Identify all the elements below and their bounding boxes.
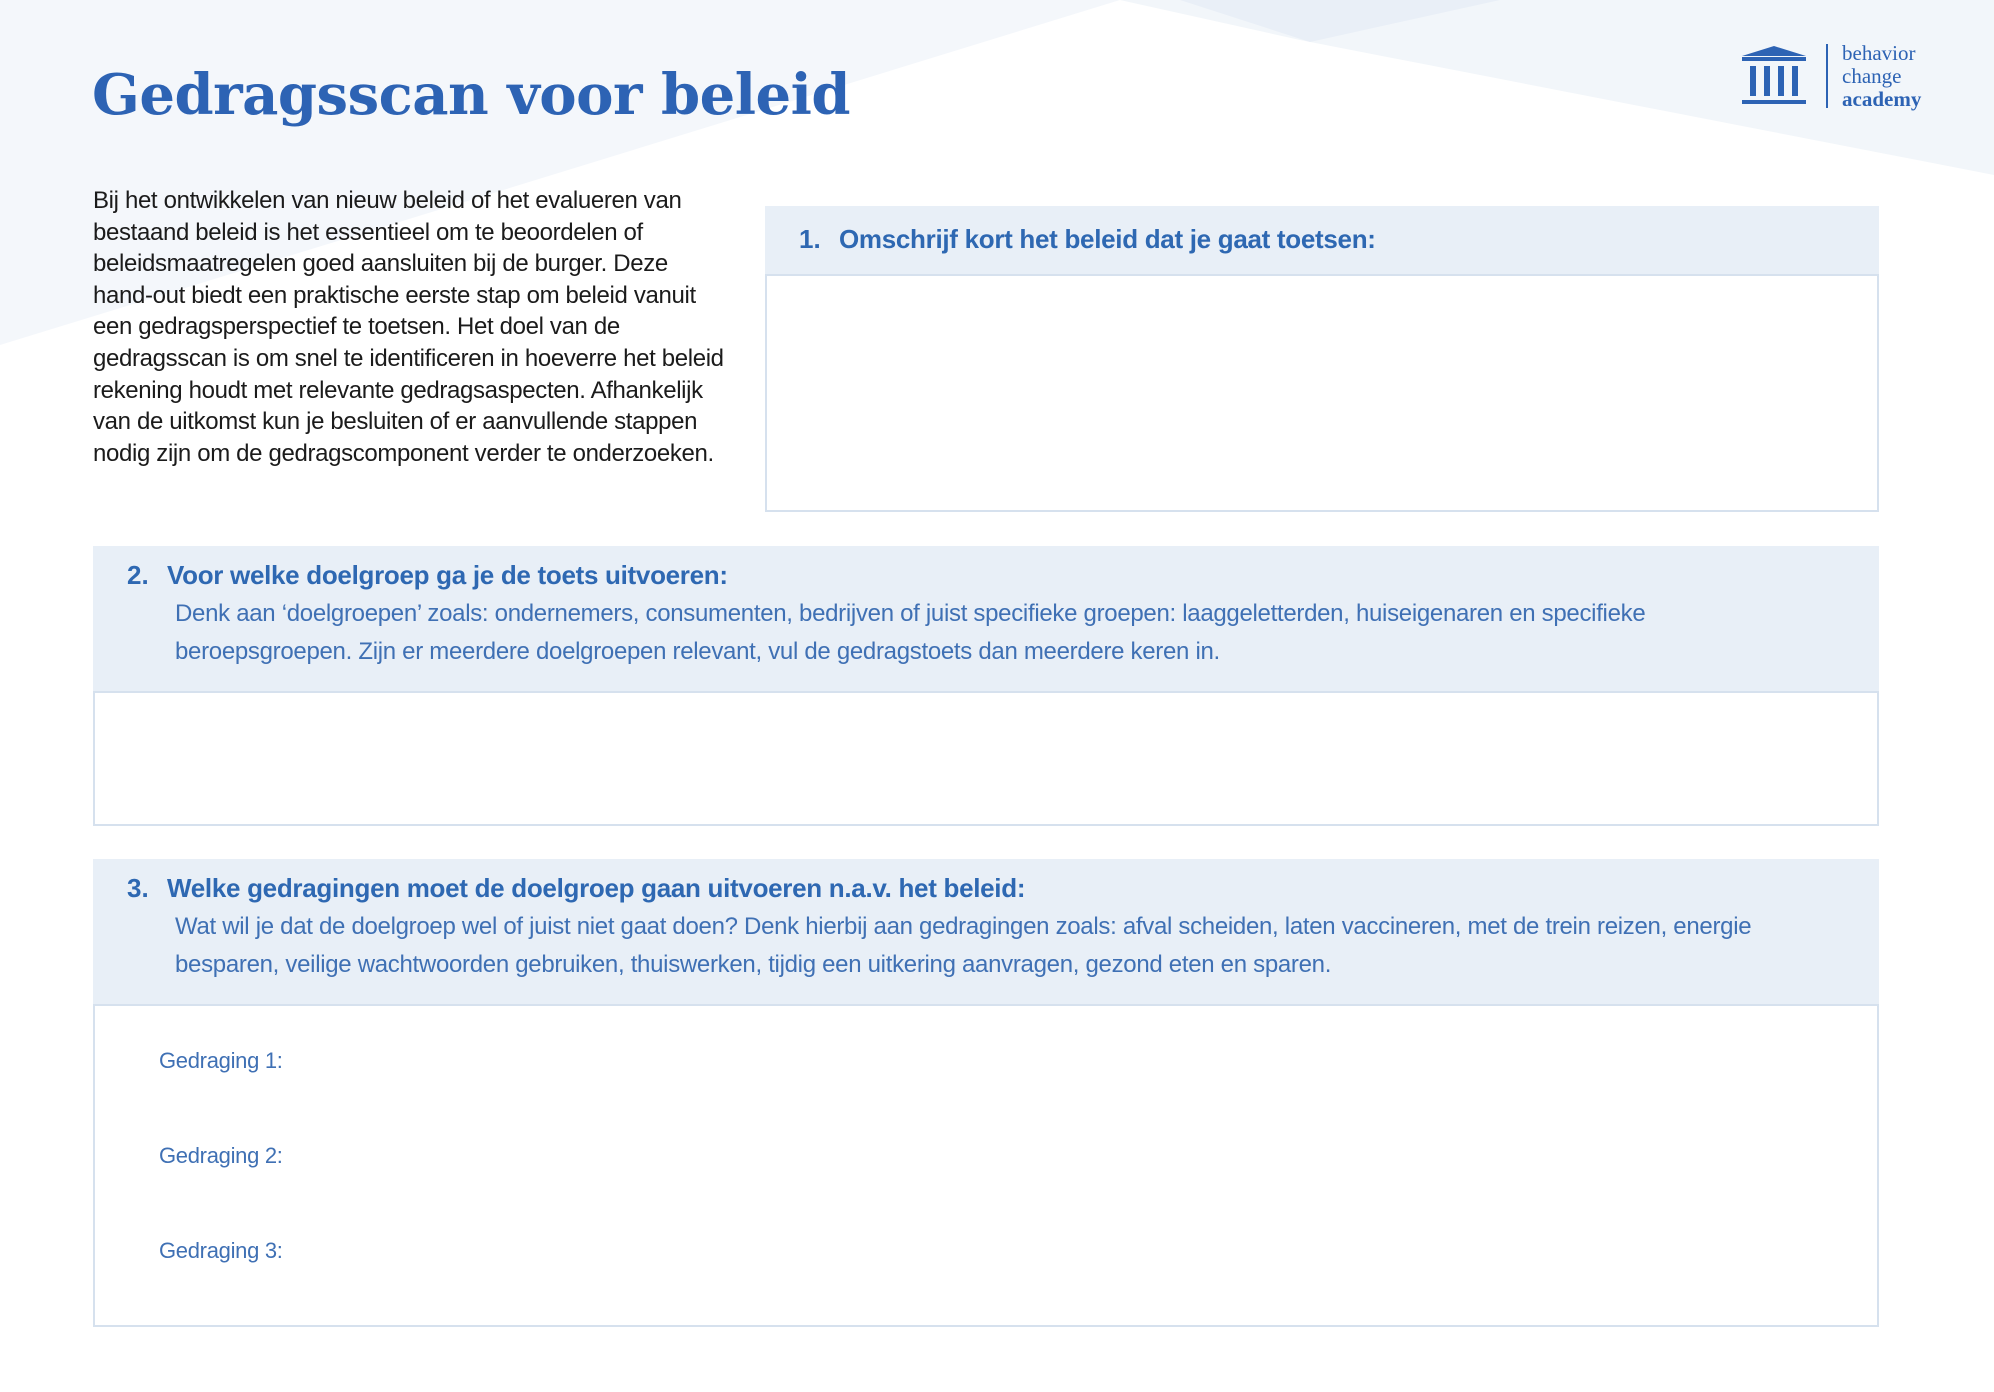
question-2-title: Voor welke doelgroep ga je de toets uitvoeren: xyxy=(167,560,728,590)
question-1-number: 1. xyxy=(799,224,821,254)
logo-wordmark xyxy=(1842,42,1921,111)
logo-divider xyxy=(1826,44,1828,108)
behavior-1-label: Gedraging 1: xyxy=(159,1048,283,1073)
question-2-answer-field[interactable] xyxy=(93,691,1879,826)
logo-line-3: academy xyxy=(1842,87,1922,111)
question-2-header xyxy=(93,546,1879,691)
intro-paragraph: Bij het ontwikkelen van nieuw beleid of het evalueren van bestaand beleid is het essentieel om te beoordelen of beleidsmaatregelen goed aansluiten bij de burger. Deze hand-out biedt een praktische eerste stap om beleid vanuit een gedragsperspectief te toetsen. Het doel van de gedragsscan is om snel te identificeren in hoeverre het beleid rekening houdt met relevante gedragsaspecten. Afhankelijk van de uitkomst kun je besluiten of er aanvullende stappen nodig zijn om de gedragscomponent verder te onderzoeken. xyxy=(93,187,724,467)
question-3-section xyxy=(93,859,1879,1327)
question-3-answer-field[interactable] xyxy=(93,1004,1879,1327)
question-3-description: Wat wil je dat de doelgroep wel of juist niet gaat doen? Denk hierbij aan gedragingen zoals: afval scheiden, laten vaccineren, met de trein reizen, energie besparen, veilige wachtwoorden gebruiken, thuiswerken, tijdig een uitkering aanvragen, gezond eten en sparen. xyxy=(175,913,1752,978)
question-2-description: Denk aan ‘doelgroepen’ zoals: ondernemers, consumenten, bedrijven of juist specifieke groepen: laaggeletterden, huiseigenaren en specifieke beroepsgroepen. Zijn er meerdere doelgroepen relevant, vul de gedragstoets dan meerdere keren in. xyxy=(175,600,1646,665)
question-3-header xyxy=(93,859,1879,1004)
question-1-header xyxy=(765,206,1879,274)
page-title: Gedragsscan voor beleid xyxy=(92,62,851,128)
question-2-number: 2. xyxy=(127,560,149,590)
brand-logo xyxy=(1738,42,1958,114)
question-2-section xyxy=(93,546,1879,826)
behavior-2-label: Gedraging 2: xyxy=(159,1143,283,1168)
behavior-3-label: Gedraging 3: xyxy=(159,1238,283,1263)
question-3-number: 3. xyxy=(127,873,149,903)
logo-line-2: change xyxy=(1842,64,1902,88)
question-1-title: Omschrijf kort het beleid dat je gaat toetsen: xyxy=(839,224,1376,254)
question-1-answer-field[interactable] xyxy=(765,274,1879,512)
question-1-section xyxy=(765,206,1879,512)
question-3-title: Welke gedragingen moet de doelgroep gaan uitvoeren n.a.v. het beleid: xyxy=(167,873,1026,903)
logo-line-1: behavior xyxy=(1842,41,1916,65)
institution-columns-icon xyxy=(1738,44,1810,110)
